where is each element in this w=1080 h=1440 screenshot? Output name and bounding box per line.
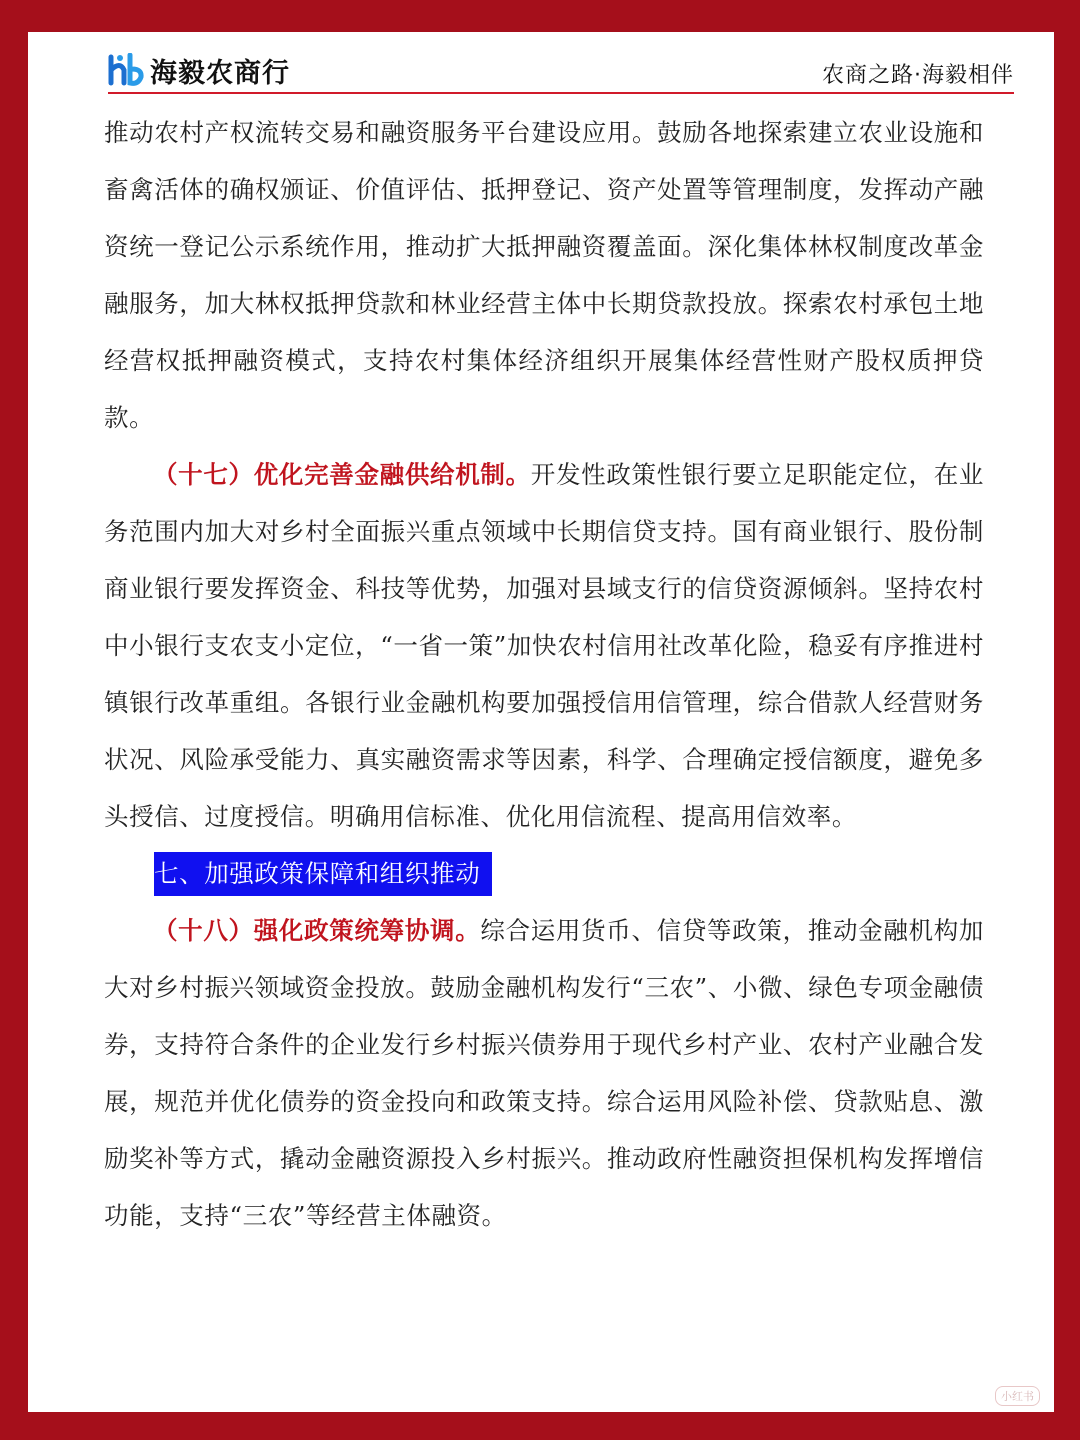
section-title: 七、加强政策保障和组织推动 (154, 852, 492, 896)
clause-body-17: 开发性政策性银行要立足职能定位，在业务范围内加大对乡村全面振兴重点领域中长期信贷支持。国有商业银行、股份制商业银行要发挥资金、科技等优势，加强对县域支行的信贷资源倾斜。坚持农村中小银行支农支小定位，“一省一策”加快农村信用社改革化险，稳妥有序推进村镇银行改革重组。各银行业金融机构要加强授信用信管理，综合借款人经营财务状况、风险承受能力、真实融资需求等因素，科学、合理确定授信额度，避免多头授信、过度授信。明确用信标准、优化用信流程、提高用信效率。 (104, 460, 984, 831)
clause-heading-18: （十八）强化政策统筹协调。 (153, 916, 481, 945)
brand-logo (108, 52, 290, 88)
paragraph-financial-supply (104, 446, 984, 845)
clause-heading-17: （十七）优化完善金融供给机制。 (153, 460, 531, 489)
clause-body-18: 综合运用货币、信贷等政策，推动金融机构加大对乡村振兴领域资金投放。鼓励金融机构发行“三农”、小微、绿色专项金融债券，支持符合条件的企业发行乡村振兴债券用于现代乡村产业、农村产业融合发展，规范并优化债券的资金投向和政策支持。综合运用风险补偿、贷款贴息、激励奖补等方式，撬动金融资源投入乡村振兴。推动政府性融资担保机构发挥增信功能，支持“三农”等经营主体融资。 (104, 916, 984, 1230)
paragraph-property-rights: 推动农村产权流转交易和融资服务平台建设应用。鼓励各地探索建立农业设施和畜禽活体的确权颁证、价值评估、抵押登记、资产处置等管理制度，发挥动产融资统一登记公示系统作用，推动扩大抵押融资覆盖面。深化集体林权制度改革金融服务，加大林权抵押贷款和林业经营主体中长期贷款投放。探索农村承包土地经营权抵押融资模式，支持农村集体经济组织开展集体经营性财产股权质押贷款。 (104, 118, 984, 432)
page-header (108, 50, 1014, 90)
paragraph-policy-coordination (104, 902, 984, 1244)
document-page (28, 32, 1054, 1412)
header-divider (108, 92, 1014, 94)
section-heading-row (104, 845, 984, 902)
bank-logo-icon (108, 53, 144, 87)
watermark: 小红书 (995, 1386, 1040, 1406)
article-body (104, 104, 984, 1244)
header-slogan: 农商之路·海毅相伴 (822, 63, 1014, 88)
brand-name: 海毅农商行 (150, 57, 290, 89)
